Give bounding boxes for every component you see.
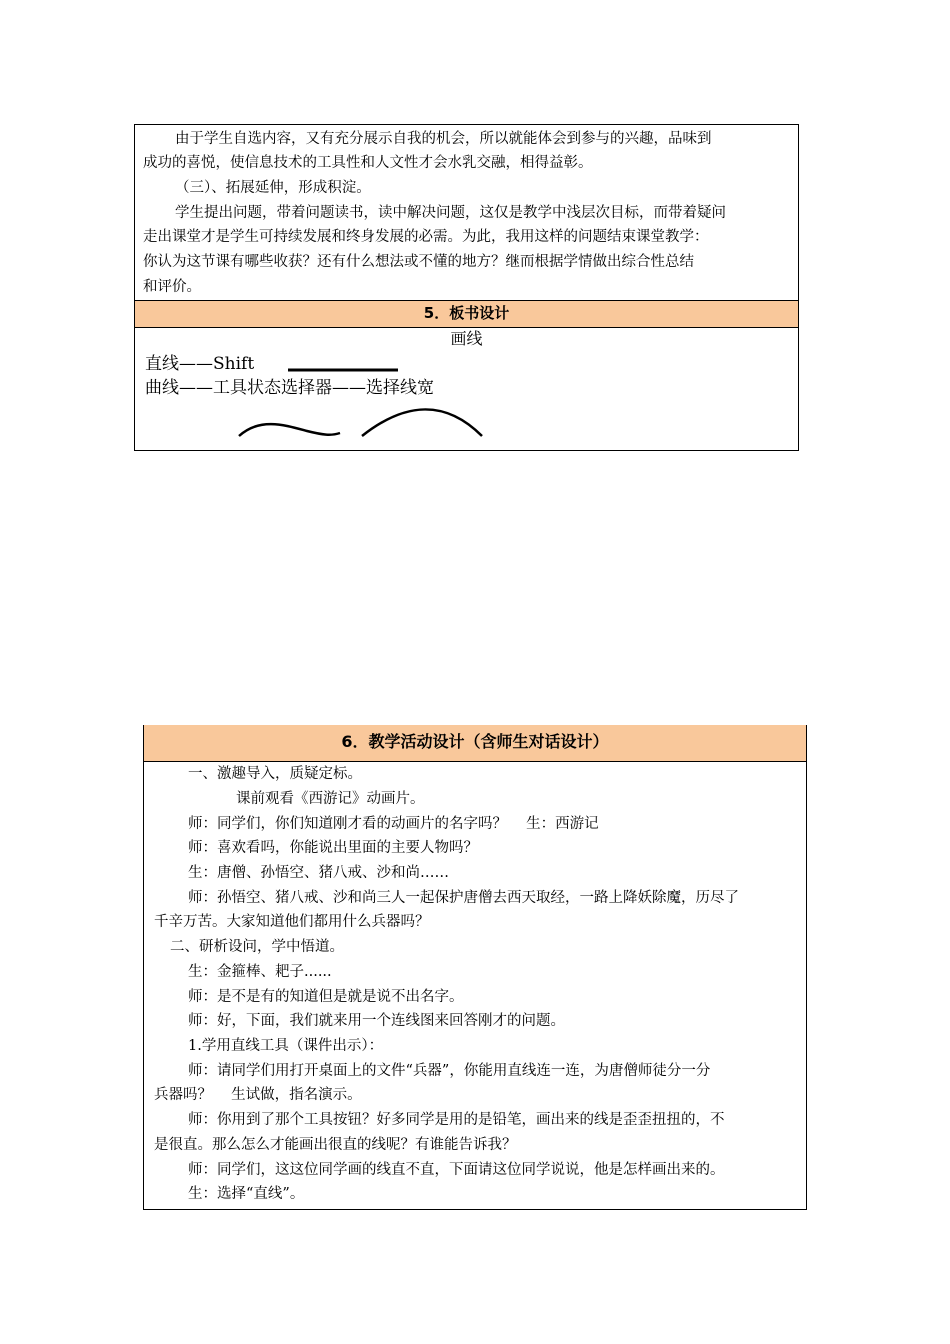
board-title: 画线: [450, 329, 483, 348]
s4-line-4: 学生提出问题，带着问题读书，读中解决问题，这仅是教学中浅层次目标，而带着疑问: [175, 205, 726, 221]
s6-line-13: 师：请同学们用打开桌面上的文件“兵器”，你能用直线连一连，为唐僧师徒分一分: [188, 1063, 711, 1079]
s4-line-7: 和评价。: [143, 279, 201, 295]
s6-line-5: 生：唐僧、孙悟空、猪八戒、沙和尚……: [188, 865, 449, 881]
section5-header: 5．板书设计: [135, 300, 798, 328]
board-line-curve: 曲线——工具状态选择器——选择线宽: [145, 378, 434, 398]
s6-line-4: 师：喜欢看吗，你能说出里面的主要人物吗？: [188, 840, 478, 856]
section6-header: 6．教学活动设计（含师生对话设计）: [144, 725, 806, 762]
board-drawings: [135, 125, 798, 450]
s6-line-17: 师：同学们，这这位同学画的线直不直，下面请这位同学说说，他是怎样画出来的。: [188, 1162, 725, 1178]
s6-line-10: 师：是不是有的知道但是就是说不出名字。: [188, 989, 464, 1005]
s4-line-1: 由于学生自选内容，又有充分展示自我的机会，所以就能体会到参与的兴趣，品味到: [175, 131, 712, 147]
s4-line-3: （三）、拓展延伸，形成积淀。: [175, 180, 371, 196]
s6-line-15: 师：你用到了那个工具按钮？好多同学是用的是铅笔，画出来的线是歪歪扭扭的，不: [188, 1112, 725, 1128]
s6-line-3: 师：同学们，你们知道刚才看的动画片的名字吗？ 生：西游记: [188, 816, 599, 832]
section4-5-box: [134, 124, 799, 451]
s6-line-6: 师：孙悟空、猪八戒、沙和尚三人一起保护唐僧去西天取经，一路上降妖除魔，历尽了: [188, 890, 739, 906]
s6-line-2: 课前观看《西游记》动画片。: [236, 791, 425, 807]
s4-line-6: 你认为这节课有哪些收获？还有什么想法或不懂的地方？继而根据学情做出综合性总结: [143, 254, 694, 270]
wavy-line-drawing: [239, 424, 340, 436]
s6-line-9: 生：金箍棒、耙子......: [188, 964, 332, 980]
s4-line-5: 走出课堂才是学生可持续发展和终身发展的必需。为此，我用这样的问题结束课堂教学：: [143, 229, 709, 245]
s6-line-18: 生：选择“直线”。: [188, 1186, 305, 1202]
s6-line-11: 师：好，下面，我们就来用一个连线图来回答刚才的问题。: [188, 1013, 565, 1029]
board-line-straight: 直线——Shift: [145, 354, 255, 374]
s6-line-16: 是很直。那么怎么才能画出很直的线呢？有谁能告诉我？: [154, 1137, 517, 1153]
s6-line-1: 一、激趣导入，质疑定标。: [188, 766, 362, 782]
s6-line-12: 1.学用直线工具（课件出示）：: [188, 1038, 384, 1054]
s4-line-2: 成功的喜悦，使信息技术的工具性和人文性才会水乳交融，相得益彰。: [143, 155, 593, 171]
arc-line-drawing: [362, 409, 482, 436]
s6-line-7: 千辛万苦。大家知道他们都用什么兵器吗？: [154, 914, 430, 930]
section6-box: [143, 725, 807, 1210]
s6-line-14: 兵器吗？ 生试做，指名演示。: [154, 1087, 362, 1103]
s6-line-8: 二、研析设问，学中悟道。: [170, 939, 344, 955]
